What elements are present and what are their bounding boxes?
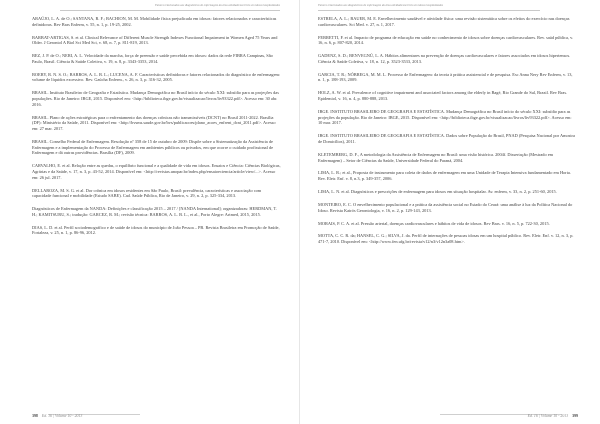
right-page: [300, 0, 600, 424]
reference-entry: BOERY, R. N. S. O.; BARROS, A. L. B. L.; LUCENA, A. F. Características definidoras e fatores relacionados do diagnóstico de enfermagem: volume de líquidos excessivo. Rev. Gaúcha Enferm., v. 26, n. 3, p. 316-32, 2005.: [32, 71, 281, 83]
reference-entry[interactable]: MOTTA, C. C. R. da; HANSEL, C. G.; SILVA, J. da. Perfil de internações de pessoas idosas em um hospital público. Rev. Eletr. Enf. v. 12, n. 3, p. 471-7, 2010. Disponível em: <http://www.fen.ufg.br/revista/v12/n3/v12n3a08.htm>.: [318, 233, 574, 245]
reference-entry[interactable]: BRASIL. Plano de ações estratégicas para o enfrentamento das doenças crônicas não transmissíveis (DCNT) no Brasil 2011-2022. Brasília (DF): Ministério da Saúde, 2011. Disponível em: <http://bvsms.saude.gov.br/bvs/publicacoes/plano_acoes_enfrent_dcnt_2011.pdf>. Acesso em: 27 mar. 2017.: [32, 114, 276, 132]
page-number: 399: [572, 414, 578, 418]
footer-right: [524, 414, 578, 419]
header-rule-right: [318, 10, 540, 11]
reference-entry: ESTRELA, A. L.; BAUER, M. E. Envelhecimento saudável e atividade física: uma revisão sistemática sobre os efeitos do exercício nas doenças cardiovasculares. Sci Med. v. 27, n. 1, 2017.: [318, 16, 570, 27]
reference-entry: ARAÚJO, L. A. de O.; SANTANA, R. F.; BACHION, M. M. Mobilidade física prejudicada em idosos: fatores relacionados e características definidoras. Rev Bras Enferm, v. 55, n. 1, p. 19-25, 2002.: [32, 16, 277, 27]
reference-entry: DIAS, L. D. et al. Perfil sociodemográfico e de saúde de idosos do município de João Pessoa – PB. Revista Brasileira em Promoção de Saúde, Fortaleza, v. 25, n. 1, p. 86-96, 2012.: [32, 224, 280, 236]
footer-left: [32, 414, 86, 419]
reference-entry: LIMA, L. N. et al. Diagnósticos e prescrições de enfermagem para idosos em situação hospitalar. Av. enferm, v. 33, n. 2, p. 251-60, 2015.: [318, 189, 557, 195]
reference-entry: GADENZ, S. D.; BENVEGNÚ, L. A. Hábitos alimentares na prevenção de doenças cardiovasculares e fatores associados em idosos hipertensos. Ciência & Saúde Coletiva, v. 18, n. 12, p. 3523-3533, 2013.: [318, 53, 571, 64]
references-left: [32, 16, 281, 243]
reference-entry: MORAIS, P. C. A. et al. Pressão arterial, doenças cardiovasculares e hábitos de vida de idosos. Rev Bras. v. 16, n. 5, p. 722-30, 2015.: [318, 220, 550, 226]
header-rule-left: [60, 10, 280, 11]
edition-label: Ed. 16 | Volume 10 - 2013: [527, 414, 569, 418]
reference-entry[interactable]: BRASIL. Instituto Brasileiro de Geografia e Estatística. Mudança Demográfica no Brasil início do século XXI: subsídio para as projeções das populações. Rio de Janeiro: IBGE, 2015. Disponível em: <http://biblioteca.ibge.gov.br/visualizacao/livros/liv93322.pdf>. Acesso em: 30 abr. 2016.: [32, 90, 279, 107]
reference-entry: IBGE. INSTITUTO BRASILEIRO DE GEOGRAFIA E ESTATÍSTICA. Dados sobre População do Brasil, PNAD (Pesquisa Nacional por Amostra de Domicílios), 2011.: [318, 133, 575, 144]
reference-entry: BRASIL. Conselho Federal de Enfermagem. Resolução nº 358 de 15 de outubro de 2009: Dispõe sobre a Sistematização da Assistência de Enfermagem e a implementação do Processo de Enfermagem em ambientes públicos ou privados, em que ocorre o cuidado profissional de Enfermagem e dá outras providências. Brasília (DF), 2009.: [32, 138, 273, 156]
running-head-right: Fatores relacionados aos diagnósticos de enfermagem da área atividade/exercício em idosos hospitalizados: [318, 4, 444, 7]
reference-entry: BEZ, J. P. de O.; NERI, A. L. Velocidade da marcha, força de preensão e saúde percebida em idosos: dados da rede FIBRA Campinas, São Paulo, Brasil. Ciência & Saúde Coletiva, v. 19, n. 8, p. 3343-3353, 2014.: [32, 53, 273, 64]
reference-entry: HOLZ, A. W. et al. Prevalence of cognitive impairment and associated factors among the elderly in Bagé, Rio Grande do Sul, Brazil. Rev Bras. Epidemiol, v. 16, n. 4, p. 880-888, 2013.: [318, 90, 568, 102]
reference-entry: LIMA, L. R.; et al., Proposta de instrumento para coleta de dados de enfermagem em uma Unidade de Terapia Intensiva fundamentado em Horta. Rev. Eletr. Enf. v. 8, n.3, p. 349-357, 2006.: [318, 170, 571, 182]
reference-entry[interactable]: IBGE. INSTITUTO BRASILEIRO DE GEOGRAFIA E ESTATÍSTICA. Mudança Demográfica no Brasil início do século XXI: subsídio para as projeções da população. Rio de Janeiro: IBGE, 2015. Disponível em: <http://biblioteca.ibge.gov.br/visualizacao/livros/liv93322.pdf>. Acesso em: 10 mar. 2017.: [318, 108, 572, 126]
reference-entry: FERRETTI, F. et al. Impacto de programa de educação em saúde no conhecimento de idosos sobre doenças cardiovasculares. Rev. saúd pública, v. 16, n. 6, p. 807-820, 2014.: [318, 34, 574, 46]
page-number: 398: [32, 414, 38, 418]
reference-entry: GARCIA, T. R.; NÓBREGA, M. M. L. Processo de Enfermagem: da teoria à prática assistencial e de pesquisa. Esc Anna Nery Rev Enferm, v. 13, n. 1, p. 188-193, 2009.: [318, 71, 573, 83]
reference-entry: KLETEMBERG, D. F., A metodologia da Assistência de Enfermagem no Brasil: uma visão histórica. 2004f. Dissertação (Mestrado em Enfermagem) – Setor de Ciências da Saúde, Universidade Federal do Paraná, 2004.: [318, 151, 554, 163]
reference-entry[interactable]: CARVALHO, E. et al. Relação entre as quedas, o equilíbrio funcional e a qualidade de vida em idosos. Ensaios e Ciência: Ciências Biológicas, Agrárias e da Saúde, v. 17, n. 3, p. 43-52, 2014. Disponível em: <http://revistas.unopar.br/index.php/ensaioeciencia/article/view/...>. Acesso em: 26 jul. 2017.: [32, 163, 281, 180]
running-head-left: Fatores relacionados aos diagnósticos de enfermagem da área atividade/exercício em idosos hospitalizados: [154, 4, 280, 7]
reference-entry: MONTEIRO, E. C. O envelhecimento populacional e a prática da assistência social no Estado do Ceará: uma análise à luz da Política Nacional do Idoso. Revista Kairós Gerontologia, v. 16, n. 2, p. 129-143, 2013.: [318, 201, 573, 213]
edition-label: Ed. 16 | Volume 10 - 2013: [41, 414, 83, 418]
reference-entry: Diagnósticos de Enfermagem da NANDA: Definições e classificação 2015 – 2017 / [NANDA International]; organizadoras: HERDMAN, T. H.; KAMITSURU, S.; tradução: GARCEZ, R. M.; revisão técnica: BARROS, A. L. B. L., et al., Porto Alegre: Artmed, 2015, 2015.: [32, 206, 277, 217]
reference-entry: DELLAROZA, M. S. G. et al. Dor crônica em idosos residentes em São Paulo, Brasil: prevalência, características e associação com capacidade funcional e mobilidade (Estudo SABE). Cad. Saúde Pública, Rio de Janeiro, v. 29, n. 2, p. 325-334, 2013.: [32, 187, 262, 199]
reference-entry: BARBAT-ARTIGAS, S. et al. Clinical Relevance of Different Muscle Strength Indexes Functional Impairment in Women Aged 75 Years and Older. J Gerontol A Biol Sci Med Sci, v. 68, n. 7, p. 811-819, 2013.: [32, 34, 278, 46]
references-right: [318, 16, 576, 252]
